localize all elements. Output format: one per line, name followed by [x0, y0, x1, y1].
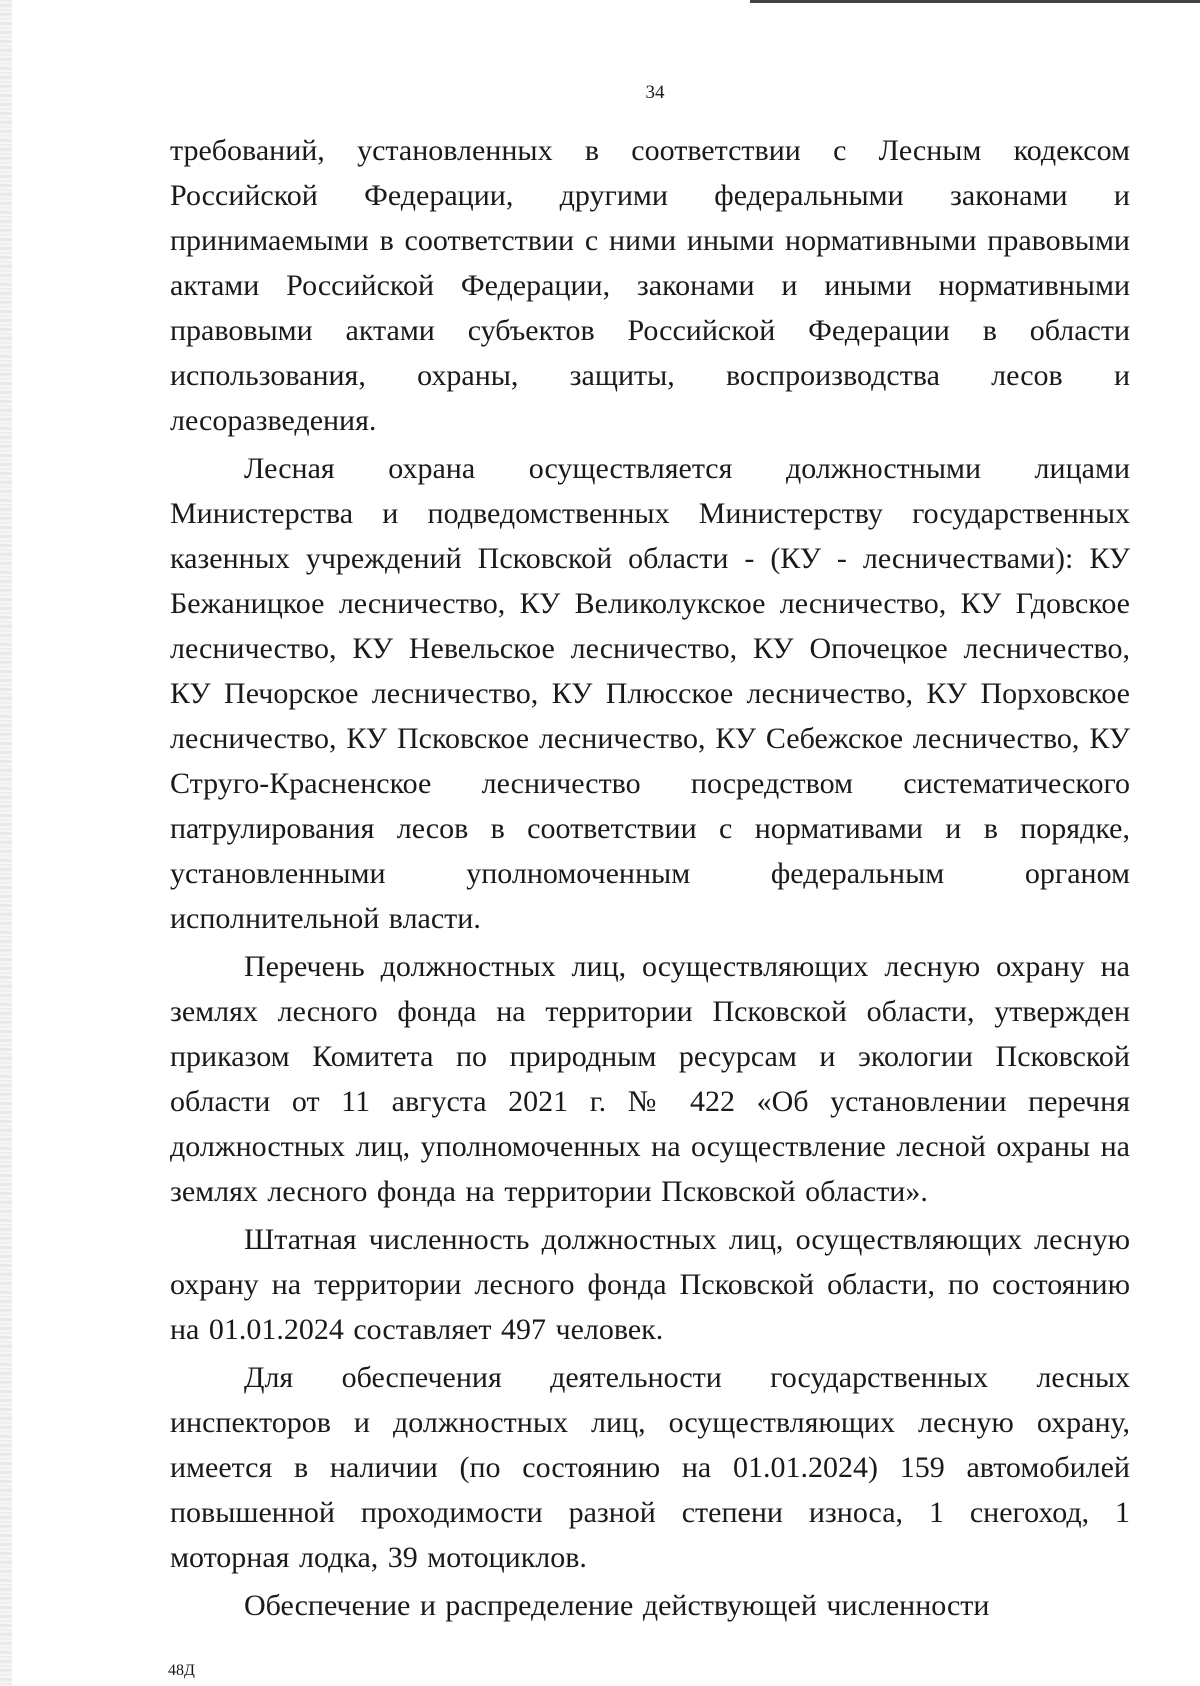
- footer-code: 48Д: [168, 1662, 195, 1679]
- scan-top-line-artifact: [750, 0, 1200, 3]
- paragraph-continuation: требований, установленных в соответствии с Лесным кодексом Российской Федерации, другими федеральными законами и принимаемыми в соответствии с ними иными нормативными правовыми актами Российской Федерации, законами и иными нормативными правовыми актами субъектов Российской Федерации в области использования, охраны, защиты, воспроизводства лесов и лесоразведения.: [170, 134, 1130, 437]
- paragraph-staff-count: Штатная численность должностных лиц, осуществляющих лесную охрану на территории лесного фонда Псковской области, по состоянию на 01.01.2024 составляет 497 человек.: [170, 1223, 1130, 1346]
- paragraph-forest-guard: Лесная охрана осуществляется должностными лицами Министерства и подведомственных Министерству государственных казенных учреждений Псковской области - (КУ - лесничествами): КУ Бежаницкое лесничество, КУ Великолукское лесничество, КУ Гдовское лесничество, КУ Невельское лесничество, КУ Опочецкое лесничество, КУ Печорское лесничество, КУ Плюсское лесничество, КУ Порховское лесничество, КУ Псковское лесничество, КУ Себежское лесничество, КУ Струго-Красненское лесничество посредством систематического патрулирования лесов в соответствии с нормативами и в порядке, установленными уполномоченным федеральным органом исполнительной власти.: [170, 452, 1130, 935]
- paragraph-officials-list: Перечень должностных лиц, осуществляющих лесную охрану на землях лесного фонда на территории Псковской области, утвержден приказом Комитета по природным ресурсам и экологии Псковской области от 11 августа 2021 г. № 422 «Об установлении перечня должностных лиц, уполномоченных на осуществление лесной охраны на землях лесного фонда на территории Псковской области».: [170, 950, 1130, 1208]
- document-body: [170, 128, 1130, 1630]
- paragraph-vehicles: Для обеспечения деятельности государственных лесных инспекторов и должностных лиц, осуществляющих лесную охрану, имеется в наличии (по состоянию на 01.01.2024) 159 автомобилей повышенной проходимости разной степени износа, 1 снегоход, 1 моторная лодка, 39 мотоциклов.: [170, 1361, 1130, 1574]
- paragraph-distribution: Обеспечение и распределение действующей численности: [244, 1589, 990, 1622]
- page-number: 34: [645, 82, 665, 103]
- scan-edge-artifact: [0, 0, 12, 1686]
